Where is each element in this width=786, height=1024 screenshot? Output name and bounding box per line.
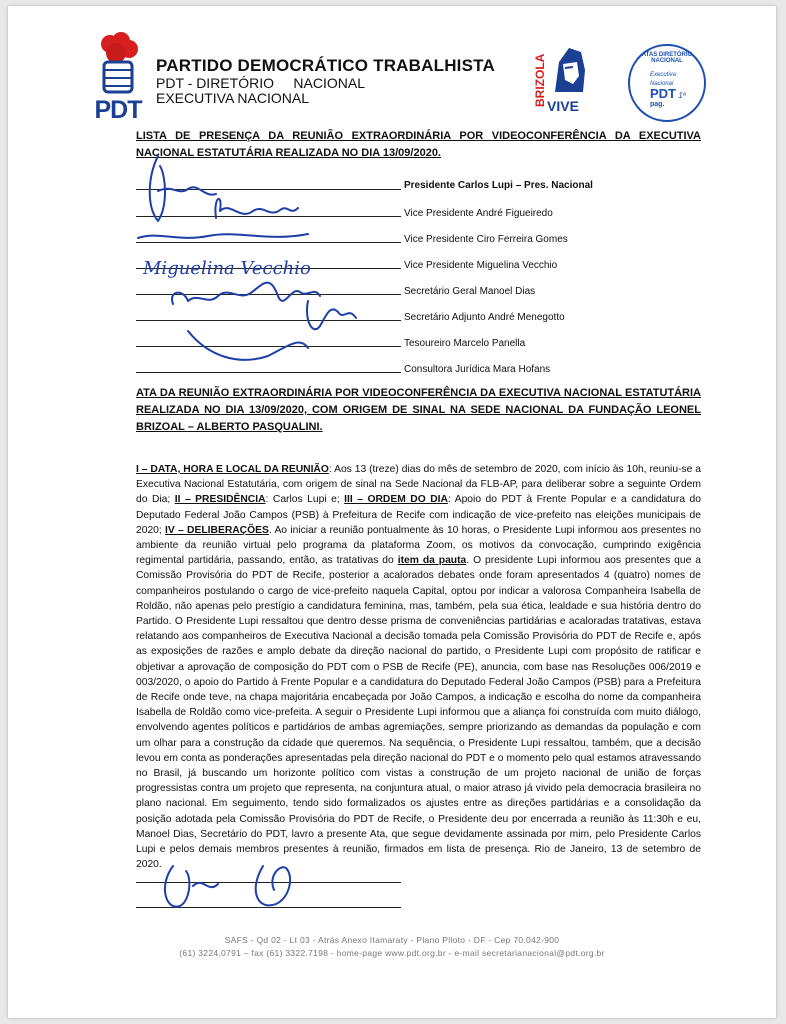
signature-miguelina-vecchio: Miguelina Vecchio	[143, 258, 311, 279]
brizola-vive-logo	[531, 42, 591, 118]
signature-line	[136, 882, 401, 883]
signatory-label: Consultora Jurídica Mara Hofans	[404, 364, 551, 375]
section-text: : Apoio do PDT à Frente Popular e a candidatura do Deputado Federal João Campos (PSB) à Prefeitura de Recife com indicação de vice-prefeito nas eleições municipais de 2020;	[136, 494, 701, 536]
letterhead	[156, 56, 495, 106]
signatory-label: Secretário Adjunto André Menegotto	[404, 312, 565, 323]
signatory-label: Tesoureiro Marcelo Panella	[404, 338, 526, 349]
signature-line	[136, 216, 401, 217]
directory-line: PDT - DIRETÓRIO NACIONAL	[156, 75, 365, 91]
party-name: PARTIDO DEMOCRÁTICO TRABALHISTA	[156, 56, 495, 75]
signature-line	[136, 189, 401, 190]
signature-line	[136, 242, 401, 243]
body-text: . O presidente Lupi informou aos presentes que a Comissão Provisória do PDT de Recife, posterior a acalorados debates onde foram apresentados 4 (quatro) nomes de companheiros postulando o cargo de vice-prefeito naquela Capital, optou por indicar a valorosa Companheira Isabella de Roldão, não apenas pelo prestígio a candidatura feminina, mas, também, pela sua ética, lealdade e sua história dentro do Partido. O Presidente Lupi ressaltou que dentro desse prisma de conveniências partidárias e acaloradas tratativas, estava relatando aos companheiros de Executiva Nacional a decisão tomada pela Comissão Provisória do PDT de Recife e, após as exposições de razões e amplo debate da direção nacional do partido, o Presidente Lupi com propósito de ratificar e objetivar a aprovação de composição do PDT com o PSB de Recife (PE), anuncia, com base nas Resoluções 006/2019 e 003/2020, o apoio do Partido à Frente Popular e a candidatura do Deputado Federal João Campos (PSB) para a Prefeitura de Recife onde teve, na chapa majoritária encabeçada por João Campos, a indicação e escolha do nome da companheira Isabella de Roldão como vice-prefeita. A seguir o Presidente Lupi informou que a aliança foi construída com muito diálogo, envolvendo agentes políticos e partidários de ambas agremiações, sempre priorizando as demandas da população e com um olhar para a construção da cidade que queremos. Na sequência, o Presidente Lupi ressaltou, também, que a decisão levou em conta as ponderações apresentadas pela direção nacional do PDT e o momento pelo qual estamos atravessando no Brasil, já buscando um horizonte político com vistas a construção de um projeto nacional de união de forças progressistas contra um projeto que representa, na conjuntura atual, o maior atraso já vivido pela democracia brasileira no plano nacional. Em seguimento, tendo sido formalizados os ajustes entre as direções partidárias e a consolidação da posição adotada pela Comissão Provisória do PDT de Recife, o Presidente deu por encerrada a reunião às 11:30h e eu, Manoel Dias, Secretário do PDT, lavro a presente Ata, que segue devidamente assinada por mim, pelo Presidente Carlos Lupi e pelos demais membros presentes à reunião, firmados em lista de presença. Rio de Janeiro, 13 de setembro de 2020.	[136, 555, 702, 871]
minutes-body	[136, 462, 701, 872]
signatory-label: Secretário Geral Manoel Dias	[404, 286, 536, 297]
section-label: IV – DELIBERAÇÕES	[165, 524, 269, 536]
seal-number: 1ª	[678, 91, 686, 100]
signatory-label: Vice Presidente André Figueiredo	[404, 208, 553, 219]
pdt-logo	[88, 32, 148, 124]
signature-line	[136, 346, 401, 347]
agenda-item-label: item da pauta	[397, 555, 467, 567]
document-page	[8, 6, 776, 1018]
brizola-text: BRIZOLA	[533, 53, 547, 107]
portrait-icon	[549, 42, 589, 98]
signature-line	[136, 372, 401, 373]
footer-address: SAFS - Qd 02 - Lt 03 - Atrás Anexo Itamaraty - Plano Piloto - DF - Cep 70.042-900	[224, 935, 560, 945]
official-seal-stamp	[628, 44, 706, 122]
signatory-label: Vice Presidente Ciro Ferreira Gomes	[404, 234, 568, 245]
seal-small-text: Executiva Nacional	[650, 72, 677, 87]
signatory-label: Presidente Carlos Lupi – Pres. Nacional	[404, 180, 593, 191]
section-text: . Ao iniciar a reunião pontualmente às 10 horas, o Presidente Lupi informou aos presentes no ambiente da reunião virtual pelo programa da plataforma Zoom, os motivos da convocação, cumprindo exigência regimental partidária, passando, então, as tratativas do	[136, 524, 701, 567]
signature-andre-menegotto	[307, 301, 356, 329]
attendance-heading: LISTA DE PRESENÇA DA REUNIÃO EXTRAORDINÁRIA POR VIDEOCONFERÊNCIA DA EXECUTIVA NACIONAL ESTATUTÁRIA REALIZADA NO DIA 13/09/2020.	[136, 130, 701, 159]
section-label: II – PRESIDÊNCIA	[174, 494, 266, 506]
signature-line	[136, 907, 401, 908]
footer-contact: (61) 3224.0791 – fax (61) 3322.7198 - home-page www.pdt.org.br - e-mail secretarianacional@pdt.org.br	[179, 948, 605, 958]
section-label: III – ORDEM DO DIA	[344, 494, 448, 506]
section-text: : Aos 13 (treze) dias do mês de setembro de 2020, com início às 10h, reuniu-se a Executiva Nacional Estatutária, com origem de sinal na Sede Nacional da FLB-AP, para deliberar sobre a seguinte Ordem do Dia;	[136, 464, 702, 506]
signature-line	[136, 294, 401, 295]
seal-center	[650, 71, 690, 109]
seal-arc-text: ATAS DIRETÓRIO NACIONAL	[641, 52, 693, 64]
executive-line: EXECUTIVA NACIONAL	[156, 90, 310, 106]
signatory-label: Vice Presidente Miguelina Vecchio	[404, 260, 558, 271]
seal-bottom-text: pag.	[650, 101, 665, 108]
signature-line	[136, 320, 401, 321]
seal-big-text: PDT	[650, 86, 676, 101]
logo-text: PDT	[94, 96, 142, 124]
vive-text: VIVE	[547, 98, 579, 114]
minutes-heading: ATA DA REUNIÃO EXTRAORDINÁRIA POR VIDEOCONFERÊNCIA DA EXECUTIVA NACIONAL ESTATUTÁRIA REALIZADA NO DIA 13/09/2020, COM ORIGEM DE SINAL NA SEDE NACIONAL DA FUNDAÇÃO LEONEL BRIZOAL – ALBERTO PASQUALINI.	[136, 387, 701, 433]
section-text: : Carlos Lupi e;	[265, 494, 345, 506]
signature-line	[136, 268, 401, 269]
rose-fist-icon	[88, 32, 148, 98]
signature-ciro-gomes	[138, 234, 308, 238]
section-label: I – DATA, HORA E LOCAL DA REUNIÃO	[136, 464, 329, 475]
